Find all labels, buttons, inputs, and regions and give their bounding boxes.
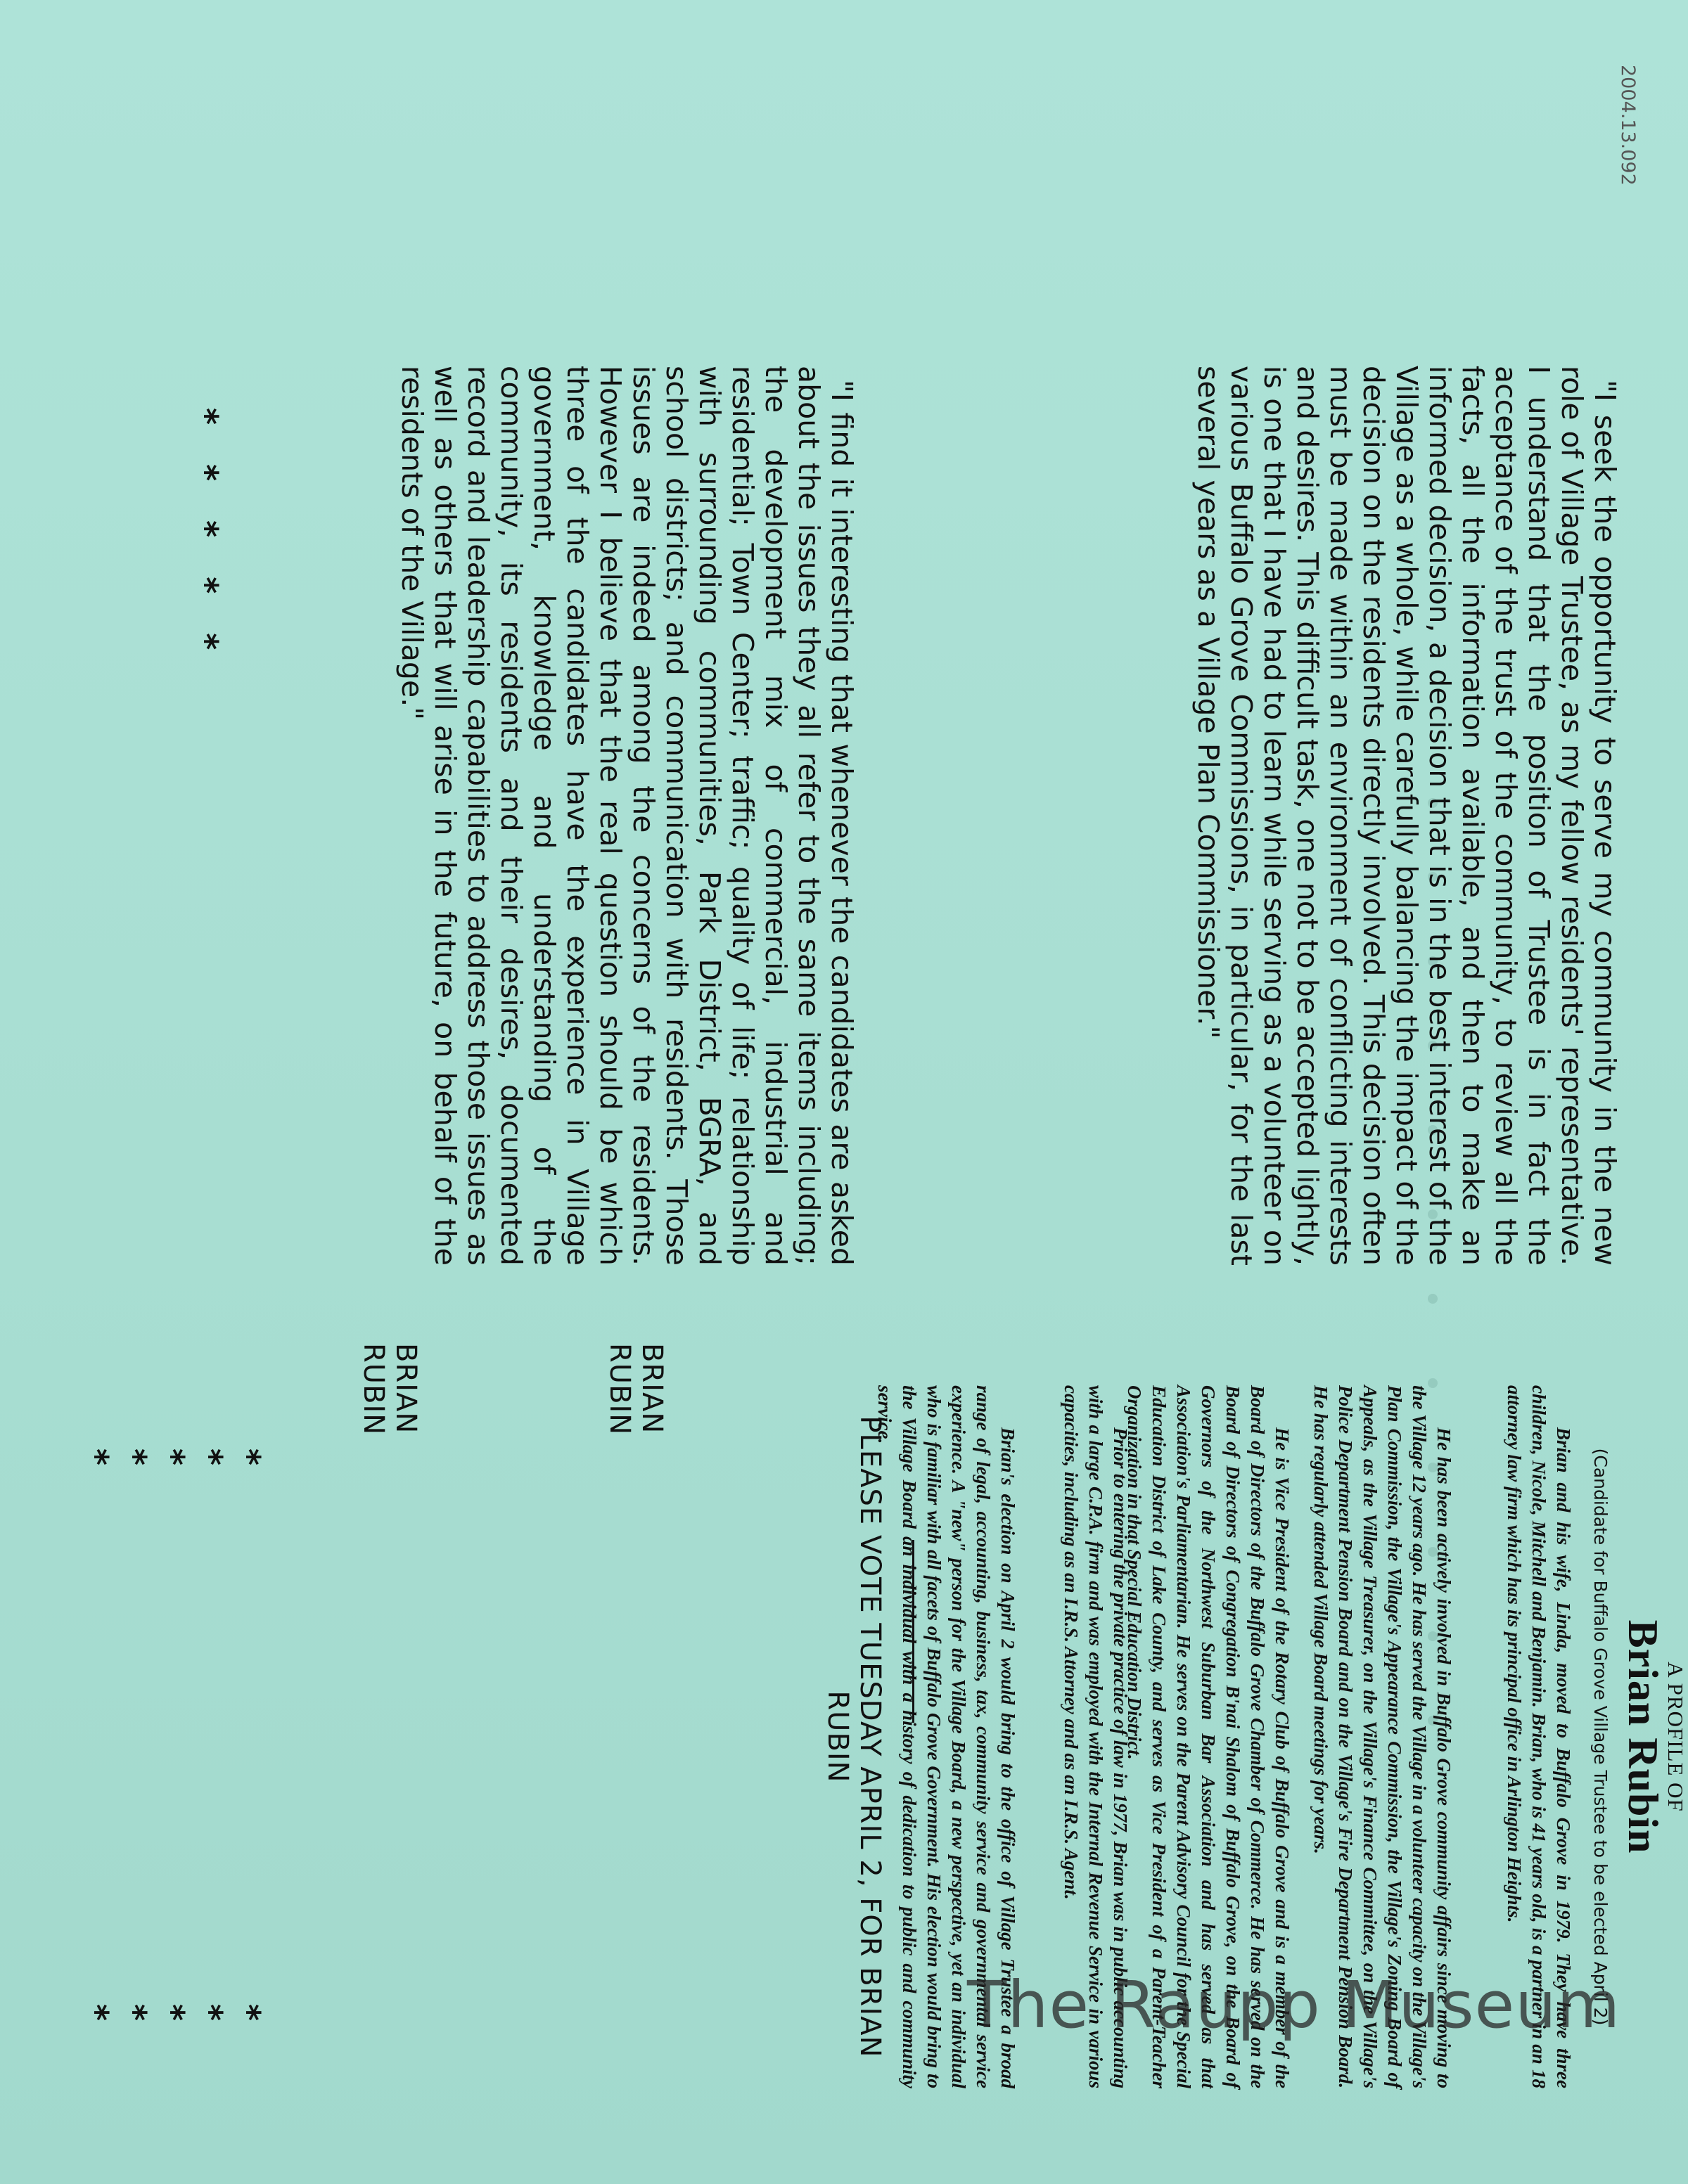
separator-stars: * * * * * (187, 408, 225, 664)
profile-kicker: A PROFILE OF (1663, 1662, 1688, 1812)
signature-2: BRIAN RUBIN (357, 1343, 422, 1436)
bio-career: Prior to entering the private practice of law in 1977, Brian was in public accounting with a large C.P.A. firm and was employed with the Internal Revenue Service in various capacities, including as an I.R.S. Attorney and as an I.R.S. Agent. (1061, 1385, 1131, 2088)
vote-call: PLEASE VOTE TUESDAY APRIL 2, FOR BRIAN RUBIN (821, 1415, 886, 2058)
bio-village-service: He has been actively involved in Buffalo Grove community affairs since moving to the Village 12 years ago. He has served the Village in a volunteer capacity on the Village's Plan Commission, the Village's Appearance Commission, the Village's Zoning Board of Appeals, as the Village Treasurer, on the Village's Finance Committee, on the Village's Police Department Pension Board and on the Village's Fire Department Pension Board. He has regularly attended Village Board meetings for years. (1310, 1385, 1454, 2088)
separator-stars: * * * * * (77, 2004, 267, 2036)
candidate-name: Brian Rubin (1620, 1619, 1666, 1854)
separator-stars: * * * * * (77, 1448, 267, 1480)
signature-1: BRIAN RUBIN (603, 1343, 668, 1436)
quote-plan-commission: "I seek the opportunity to serve my community in the new role of Village Trustee, as my fellow residents' representative. I understand that the position of Trustee is in fact the acceptance of the trust of the community, to review all the facts, all the information available, and then to make an informed decision, a decision that is in the best interest of the Village as a whole, while carefully balancing the impact of the decision on the residents directly involved. This decision often must be made within an environment of conflicting interests and desires. This difficult task, one not to be accepted lightly, is one that I have had to learn while serving as a volunteer on various Buffalo Grove Commissions, in particular, for the last several years as a Village Plan Commissioner." (1191, 366, 1622, 1266)
candidacy-line: (Candidate for Buffalo Grove Village Trustee to be elected April 2) (1590, 1448, 1611, 2026)
museum-watermark: The Raupp Museum (967, 1967, 1621, 2043)
bio-summary: Brian's election on April 2 would bring to the office of Village Trustee a broad range of legal, accounting, business, tax, community service and governmental service experience. A "new" person for the Village Board, a new perspective, yet an individual who is familiar with all facets of Buffalo Grove Government. His election would bring to the Village Board an individual with a history of dedication to public and community service. (874, 1385, 1018, 2088)
quote-issues: "I find it interesting that whenever the candidates are asked about the issues they all refer to the same items including; the development mix of commercial, industrial and residential; Town Center; traffic; quality of life; relationship with surrounding communities, Park District, BGRA, and school districts; and communication with residents. Those issues are indeed among the concerns of the residents. However I believe that the real question should be which three of the candidates have the experience in Village government, knowledge and understanding of the community, its residents and their desires, documented record and leadership capabilities to address those issues as well as others that will arise in the future, on behalf of the residents of the Village." (395, 366, 859, 1266)
accession-number: 2004.13.092 (1617, 65, 1639, 186)
bio-civic-roles: He is Vice President of the Rotary Club of Buffalo Grove and is a member of the Board of Directors of the Buffalo Grove Chamber of Commerce. He has served on the Board of Directors of Congregation B'nai Shalom of Buffalo Grove, on the Board of Governors of the Northwest Suburban Bar Association and has served as that Association's Parliamentarian. He serves on the Parent Advisory Council for the Special Education District of Lake County, and serves as Vice President of a Parent-Teacher Organization in that Special Education District. (1124, 1385, 1293, 2088)
bio-family: Brian and his wife, Linda, moved to Buffalo Grove in 1979. They have three children, Nicole, Mitchell and Benjamin. Brian, who is 41 years old, is a partner in an 18 attorney law firm which has its principal office in Arlington Heights. (1504, 1385, 1574, 2088)
